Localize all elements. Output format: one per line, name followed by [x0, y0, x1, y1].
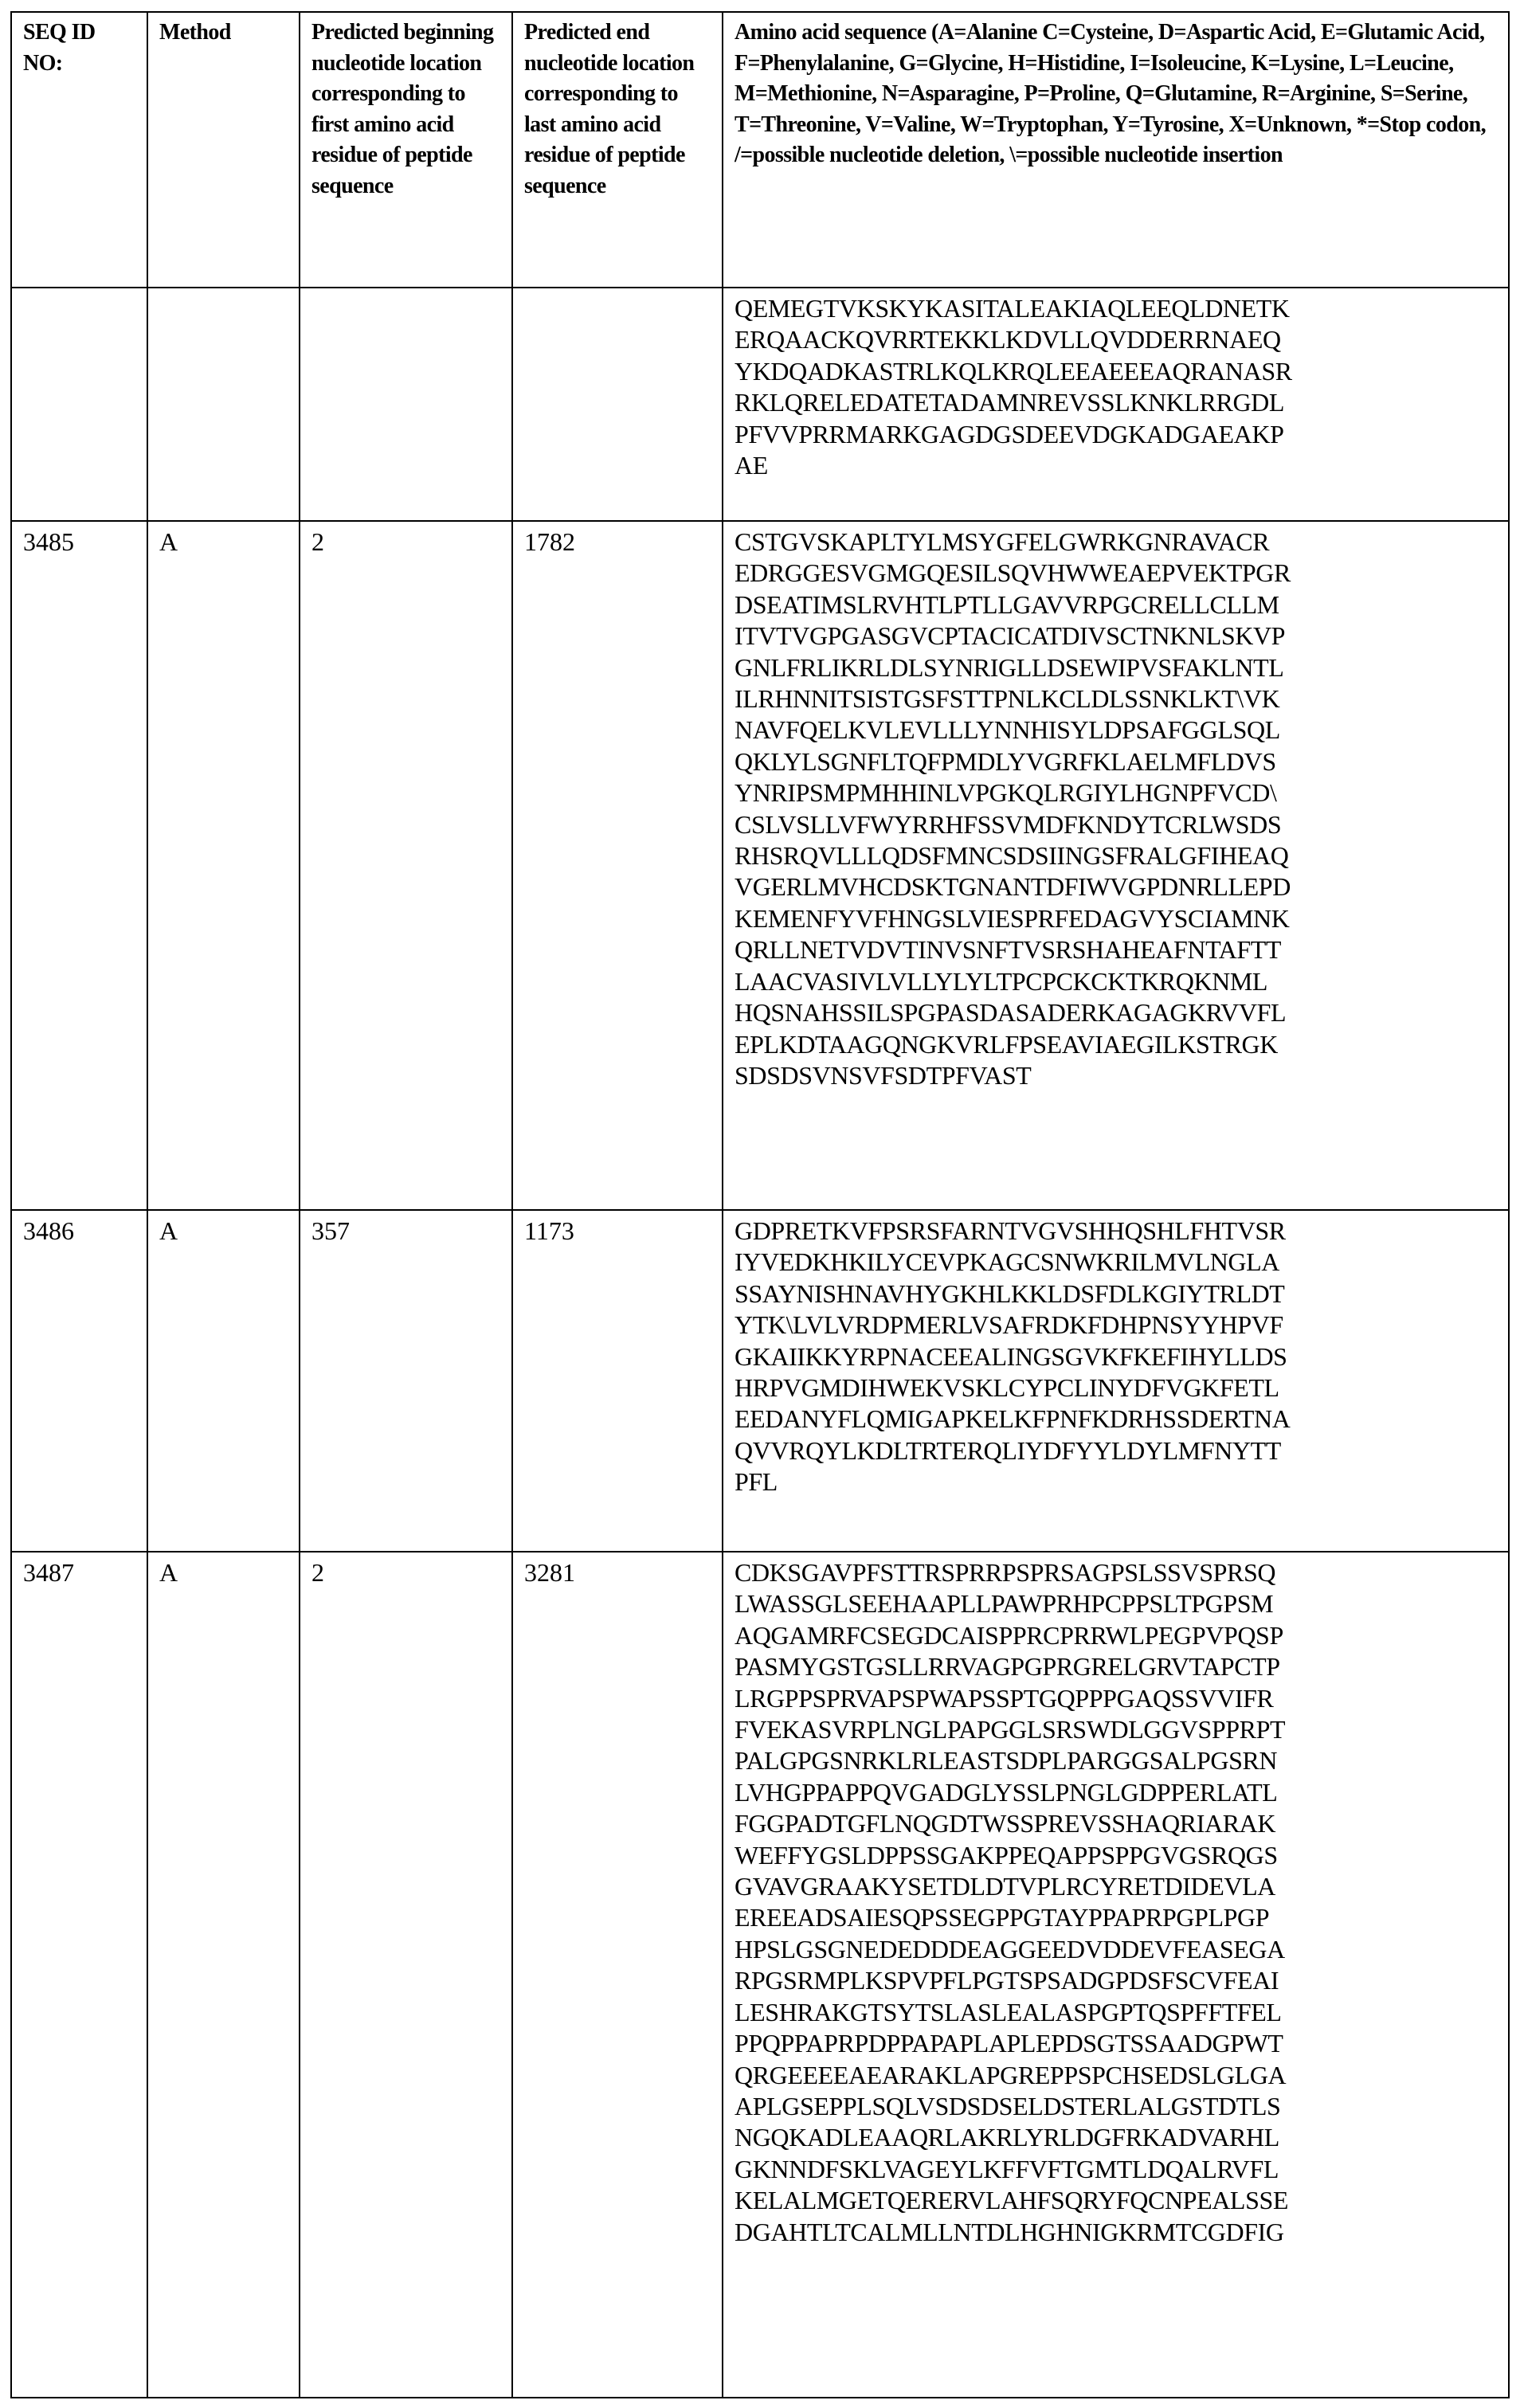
sequence-line: QVVRQYLKDLTRTERQLIYDFYYLDYLMFNYTT — [735, 1435, 1281, 1465]
sequence-line: FGGPADTGFLNQGDTWSSPREVSSHAQRIARAK — [735, 1809, 1276, 1838]
cell-begin — [300, 288, 512, 521]
sequence-line: VGERLMVHCDSKTGNANTDFIWVGPDNRLLEPD — [735, 872, 1291, 902]
sequence-line: EREEADSAIESQPSSEGPPGTAYPPAPRPGPLPGP — [735, 1903, 1270, 1932]
header-seq-id: SEQ ID NO: — [11, 12, 147, 288]
sequence-line: YKDQADKASTRLKQLKRQLEEAEEEAQRANASR — [735, 356, 1292, 386]
cell-sequence — [723, 521, 1509, 1210]
sequence-line: DSEATIMSLRVHTLPTLLGAVVRPGCRELLCLLM — [735, 589, 1279, 619]
sequence-line: RPGSRMPLKSPVPFLPGTSPSADGPDSFSCVFEAI — [735, 1966, 1279, 1995]
sequence-line: GKAIIKKYRPNACEEALINGSGVKFKEFIHYLLDS — [735, 1341, 1287, 1371]
sequence-line: EEDANYFLQMIGAPKELKFPNFKDRHSSDERTNA — [735, 1404, 1291, 1434]
sequence-line: ERQAACKQVRRTEKKLKDVLLQVDDERRNAEQ — [735, 325, 1281, 354]
sequence-line: LWASSGLSEEHAAPLLPAWPRHPCPPSLTPGPSM — [735, 1589, 1274, 1619]
cell-end: 1173 — [512, 1210, 723, 1552]
cell-end: 3281 — [512, 1552, 723, 2398]
sequence-line: SSAYNISHNAVHYGKHLKKLDSFDLKGIYTRLDT — [735, 1278, 1285, 1308]
sequence-line: CDKSGAVPFSTTRSPRRPSPRSAGPSLSSVSPRSQ — [735, 1558, 1276, 1587]
header-method: Method — [147, 12, 300, 288]
peptide-sequence-table — [10, 11, 1510, 2398]
sequence-line: GKNNDFSKLVAGEYLKFFVFTGMTLDQALRVFL — [735, 2154, 1279, 2183]
sequence-line: DGAHTLTCALMLLNTDLHGHNIGKRMTCGDFIG — [735, 2217, 1284, 2246]
table-row — [11, 1210, 1509, 1552]
sequence-line: AE — [735, 451, 768, 480]
table-header-row — [11, 12, 1509, 288]
sequence-line: KELALMGETQERERVLAHFSQRYFQCNPEALSSE — [735, 2186, 1289, 2215]
header-begin-location: Predicted beginning nucleotide location corresponding to first amino acid residue of peptide sequence — [300, 12, 512, 288]
sequence-line: WEFFYGSLDPPSSGAKPPEQAPPSPPGVGSRQGS — [735, 1840, 1278, 1870]
cell-seq-id: 3487 — [11, 1552, 147, 2398]
sequence-line: LRGPPSPRVAPSPWAPSSPTGQPPPGAQSSVVIFR — [735, 1683, 1274, 1713]
cell-seq-id: 3485 — [11, 521, 147, 1210]
sequence-line: CSLVSLLVFWYRRHFSSVMDFKNDYTCRLWSDS — [735, 809, 1282, 839]
cell-seq-id — [11, 288, 147, 521]
cell-sequence — [723, 1210, 1509, 1552]
sequence-line: LVHGPPAPPQVGADGLYSSLPNGLGDPPERLATL — [735, 1777, 1278, 1807]
sequence-line: HPSLGSGNEDEDDDEAGGEEDVDDEVFEASEGA — [735, 1934, 1285, 1964]
sequence-line: PASMYGSTGSLLRRVAGPGPRGRELGRVTAPCTP — [735, 1652, 1280, 1682]
sequence-line: EPLKDTAAGQNGKVRLFPSEAVIAEGILKSTRGK — [735, 1029, 1278, 1059]
sequence-line: YNRIPSMPMHHINLVPGKQLRGIYLHGNPFVCD\ — [735, 778, 1277, 808]
sequence-line: KEMENFYVFHNGSLVIESPRFEDAGVYSCIAMNK — [735, 903, 1290, 933]
sequence-line: ILRHNNITSISTGSFSTTPNLKCLDLSSNKLKT\VK — [735, 684, 1280, 714]
sequence-line: QEMEGTVKSKYKASITALEAKIAQLEEQLDNETK — [735, 294, 1290, 323]
sequence-line: QKLYLSGNFLTQFPMDLYVGRFKLAELMFLDVS — [735, 746, 1276, 776]
header-amino-acid-sequence: Amino acid sequence (A=Alanine C=Cysteine, D=Aspartic Acid, E=Glutamic Acid, F=Phenylalanine, G=Glycine, H=Histidine, I=Isoleucine, K=Lysine, L=Leucine, M=Methionine, N=Asparagine, P=Proline, Q=Glutamine, R=Arginine, S=Serine, T=Threonine, V=Valine, W=Tryptophan, Y=Tyrosine, X=Unknown, *=Stop codon, /=possible nucleotide deletion, \=possible nucleotide insertion — [723, 12, 1509, 288]
cell-sequence — [723, 288, 1509, 521]
sequence-line: GDPRETKVFPSRSFARNTVGVSHHQSHLFHTVSR — [735, 1216, 1286, 1245]
cell-method: A — [147, 521, 300, 1210]
sequence-line: LESHRAKGTSYTSLASLEALASPGPTQSPFFTFEL — [735, 1997, 1282, 2026]
cell-sequence — [723, 1552, 1509, 2398]
cell-begin: 2 — [300, 521, 512, 1210]
sequence-line: QRGEEEEAEARAKLAPGREPPSPCHSEDSLGLGA — [735, 2060, 1287, 2089]
table-row — [11, 1552, 1509, 2398]
sequence-line: NGQKADLEAAQRLAKRLYRLDGFRKADVARHL — [735, 2123, 1279, 2152]
cell-method — [147, 288, 300, 521]
table-row — [11, 288, 1509, 521]
sequence-line: HRPVGMDIHWEKVSKLCYPCLINYDFVGKFETL — [735, 1373, 1279, 1403]
sequence-line: CSTGVSKAPLTYLMSYGFELGWRKGNRAVACR — [735, 527, 1270, 556]
cell-begin: 357 — [300, 1210, 512, 1552]
sequence-line: QRLLNETVDVTINVSNFTVSRSHAHEAFNTAFTT — [735, 935, 1282, 965]
sequence-line: LAACVASIVLVLLYLYLTPCPCKCKTKRQKNML — [735, 966, 1268, 996]
sequence-line: AQGAMRFCSEGDCAISPPRCPRRWLPEGPVPQSP — [735, 1620, 1283, 1650]
cell-seq-id: 3486 — [11, 1210, 147, 1552]
sequence-line: GVAVGRAAKYSETDLDTVPLRCYRETDIDEVLA — [735, 1872, 1275, 1901]
sequence-line: SDSDSVNSVFSDTPFVAST — [735, 1060, 1032, 1090]
sequence-line: APLGSEPPLSQLVSDSDSELDSTERLALGSTDTLS — [735, 2091, 1281, 2120]
sequence-line: GNLFRLIKRLDLSYNRIGLLDSEWIPVSFAKLNTL — [735, 652, 1284, 682]
sequence-line: ITVTVGPGASGVCPTACICATDIVSCTNKNLSKVP — [735, 621, 1286, 651]
sequence-line: FVEKASVRPLNGLPAPGGLSRSWDLGGVSPPRPT — [735, 1715, 1286, 1744]
cell-end — [512, 288, 723, 521]
cell-method: A — [147, 1210, 300, 1552]
cell-end: 1782 — [512, 521, 723, 1210]
cell-begin: 2 — [300, 1552, 512, 2398]
sequence-line: IYVEDKHKILYCEVPKAGCSNWKRILMVLNGLA — [735, 1247, 1279, 1277]
sequence-line: PPQPPAPRPDPPAPAPLAPLEPDSGTSSAADGPWT — [735, 2029, 1283, 2058]
sequence-line: HQSNAHSSILSPGPASDASADERKAGAGKRVVFL — [735, 998, 1287, 1028]
header-end-location: Predicted end nucleotide location corresponding to last amino acid residue of peptide sequence — [512, 12, 723, 288]
sequence-line: RKLQRELEDATETADAMNREVSSLKNKLRRGDL — [735, 388, 1285, 417]
sequence-line: RHSRQVLLLQDSFMNCSDSIINGSFRALGFIHEAQ — [735, 841, 1289, 871]
sequence-line: YTK\LVLVRDPMERLVSAFRDKFDHPNSYYHPVF — [735, 1310, 1283, 1340]
sequence-line: PALGPGSNRKLRLEASTSDPLPARGGSALPGSRN — [735, 1746, 1278, 1776]
sequence-line: PFL — [735, 1467, 778, 1497]
cell-method: A — [147, 1552, 300, 2398]
sequence-line: NAVFQELKVLEVLLLYNNHISYLDPSAFGGLSQL — [735, 715, 1280, 745]
table-row — [11, 521, 1509, 1210]
sequence-line: PFVVPRRMARKGAGDGSDEEVDGKADGAEAKP — [735, 419, 1284, 448]
sequence-line: EDRGGESVGMGQESILSQVHWWEAEPVEKTPGR — [735, 558, 1291, 588]
